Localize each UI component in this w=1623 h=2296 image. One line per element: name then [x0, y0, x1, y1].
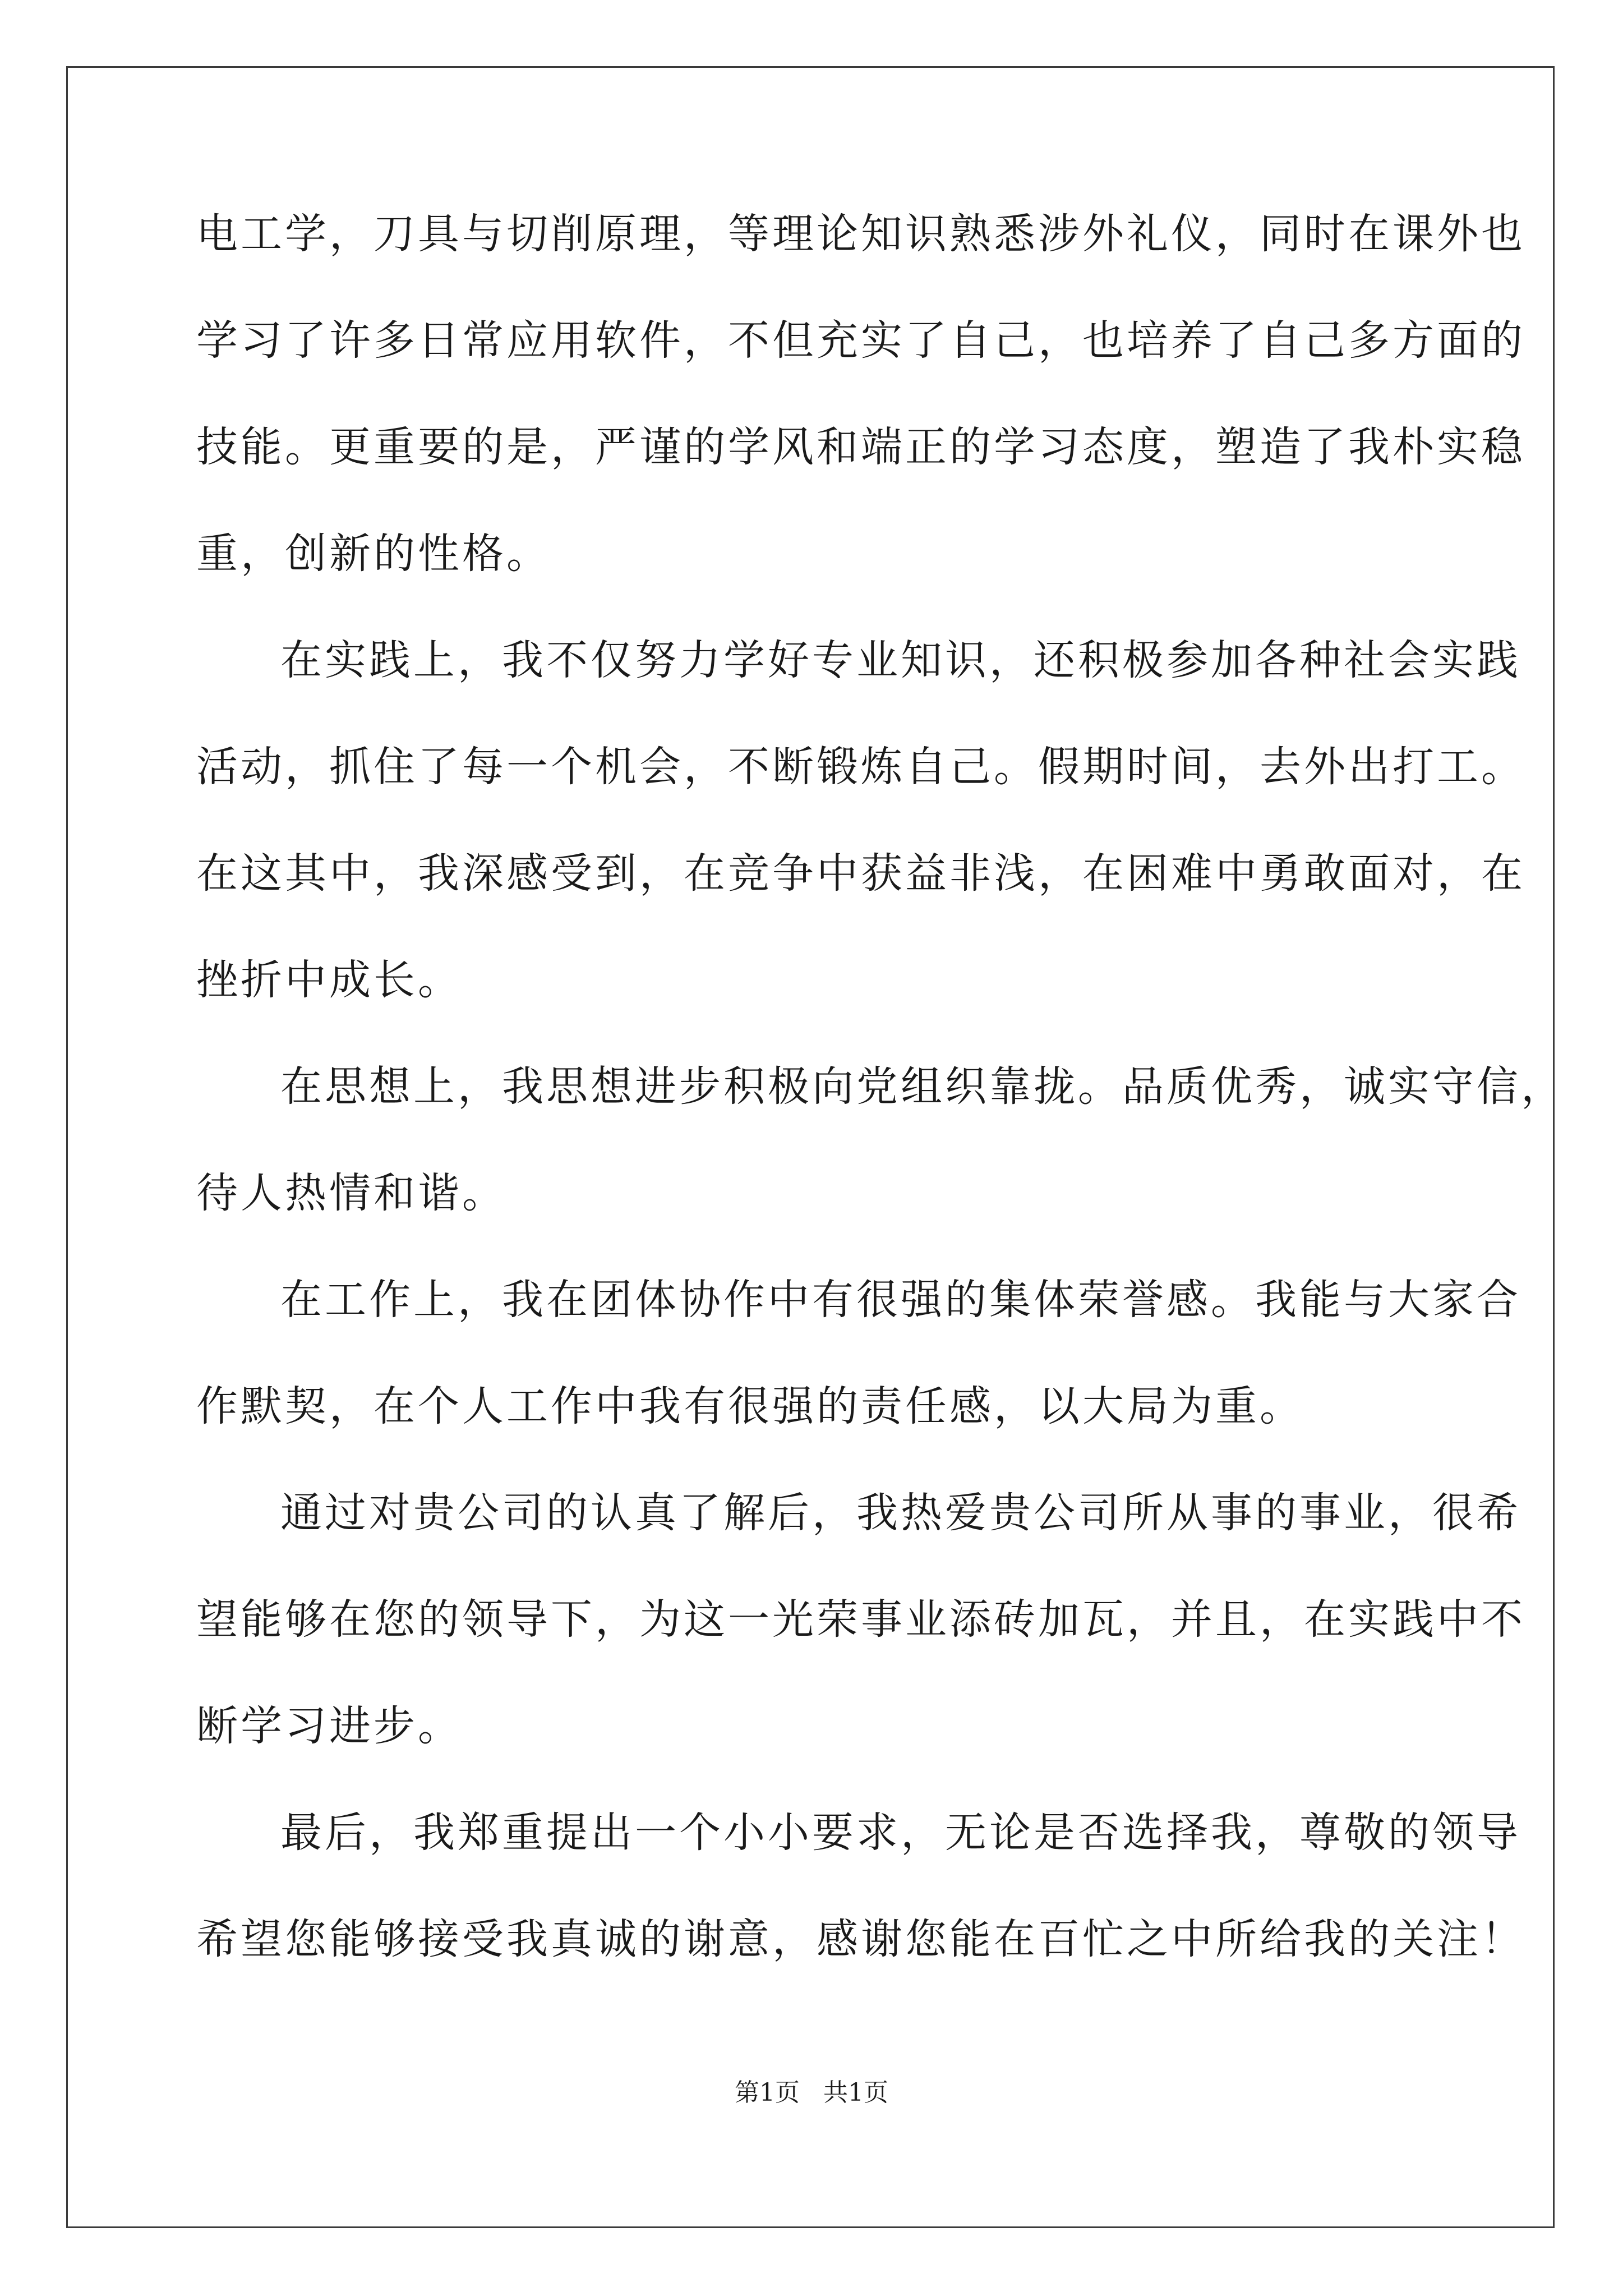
text-line: 电工学，刀具与切削原理，等理论知识熟悉涉外礼仪，同时在课外也: [196, 210, 1525, 258]
text-line: 重，创新的性格。: [196, 530, 551, 578]
text-line: 活动，抓住了每一个机会，不断锻炼自己。假期时间，去外出打工。: [196, 743, 1525, 791]
text-line: 望能够在您的领导下，为这一光荣事业添砖加瓦，并且，在实践中不: [196, 1595, 1525, 1644]
text-line: 在这其中，我深感受到，在竞争中获益非浅，在困难中勇敢面对，在: [196, 849, 1525, 898]
text-line: 学习了许多日常应用软件，不但充实了自己，也培养了自己多方面的: [196, 316, 1525, 365]
text-line: 挫折中成长。: [196, 956, 462, 1004]
paragraph-start-line: 在工作上，我在团体协作中有很强的集体荣誉感。我能与大家合: [280, 1276, 1521, 1324]
paragraph-start-line: 最后，我郑重提出一个小小要求，无论是否选择我，尊敬的领导: [280, 1809, 1521, 1857]
document-body: [196, 210, 1565, 2025]
text-line: 希望您能够接受我真诚的谢意，感谢您能在百忙之中所给我的关注！: [196, 1915, 1525, 1963]
text-line: 作默契，在个人工作中我有很强的责任感，以大局为重。: [196, 1382, 1304, 1430]
text-line: 技能。更重要的是，严谨的学风和端正的学习态度，塑造了我朴实稳: [196, 423, 1525, 471]
paragraph-start-line: 在思想上，我思想进步积极向党组织靠拢。品质优秀，诚实守信，: [280, 1062, 1565, 1111]
page-number-footer: 第1页 共1页: [735, 2078, 888, 2107]
paragraph-start-line: 在实践上，我不仅努力学好专业知识，还积极参加各种社会实践: [280, 636, 1521, 684]
text-line: 待人热情和谐。: [196, 1169, 506, 1217]
paragraph-start-line: 通过对贵公司的认真了解后，我热爱贵公司所从事的事业，很希: [280, 1489, 1521, 1537]
text-line: 断学习进步。: [196, 1702, 462, 1750]
